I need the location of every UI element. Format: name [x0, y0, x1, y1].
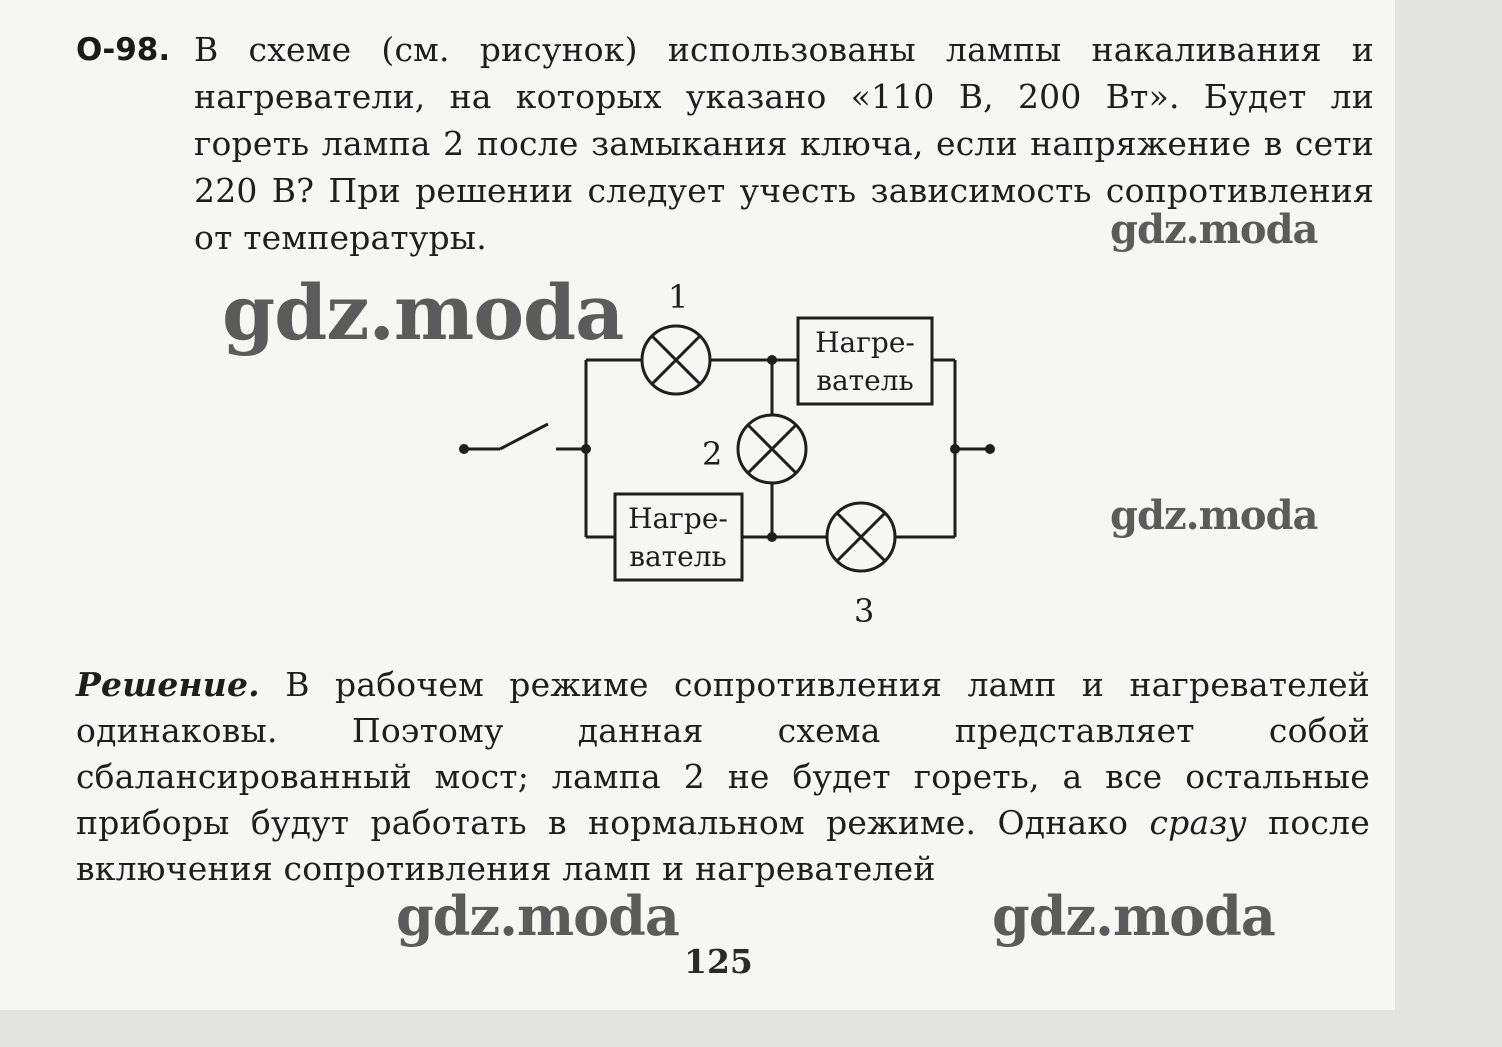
solution-text	[76, 662, 1370, 892]
problem-number: О-98.	[76, 32, 171, 68]
lamp-2-label: 2	[702, 435, 723, 473]
solution-part-2: после включения сопротивления ламп и нагревателей	[76, 803, 1370, 888]
watermark-mid-right: gdz.moda	[1110, 492, 1318, 539]
junction-top-mid	[767, 355, 777, 365]
watermark-top-right: gdz.moda	[1110, 206, 1318, 253]
junction-bottom-mid	[767, 532, 777, 542]
heater-bottom-label-line2: ватель	[629, 540, 727, 573]
solution-part-1: В рабочем режиме сопротивления ламп и нагревателей одинаковы. Поэтому данная схема представляет собой сбалансированный мост; лампа 2 не будет гореть, а все остальные приборы будут работать в нормальном режиме. Однако	[76, 665, 1370, 842]
page-number: 125	[684, 942, 753, 981]
junction-left	[581, 444, 591, 454]
heater-bottom-label-line1: Нагре-	[628, 502, 728, 535]
lamp-1	[642, 326, 710, 394]
watermark-large: gdz.moda	[222, 268, 624, 357]
solution-lead: Решение.	[76, 665, 260, 704]
junction-right	[950, 444, 960, 454]
watermark-bottom-left: gdz.moda	[396, 884, 679, 948]
lamp-2	[738, 415, 806, 483]
terminal-right	[985, 444, 995, 454]
switch-blade	[500, 424, 548, 449]
heater-top-label-line1: Нагре-	[815, 326, 915, 359]
lamp-1-label: 1	[668, 278, 689, 316]
lamp-3-label: 3	[854, 592, 875, 630]
lamp-3	[827, 503, 895, 571]
watermark-bottom-right: gdz.moda	[992, 884, 1275, 948]
heater-top-label-line2: ватель	[816, 364, 914, 397]
solution-emphasis: сразу	[1149, 803, 1247, 842]
terminal-left	[459, 444, 469, 454]
problem-text: В схеме (см. рисунок) использованы лампы накаливания и нагреватели, на которых указано «110 В, 200 Вт». Будет ли гореть лампа 2 после замыкания ключа, если напряжение в сети 220 В? При решении следует учесть зависимость сопротивления от температуры.	[194, 30, 1374, 257]
